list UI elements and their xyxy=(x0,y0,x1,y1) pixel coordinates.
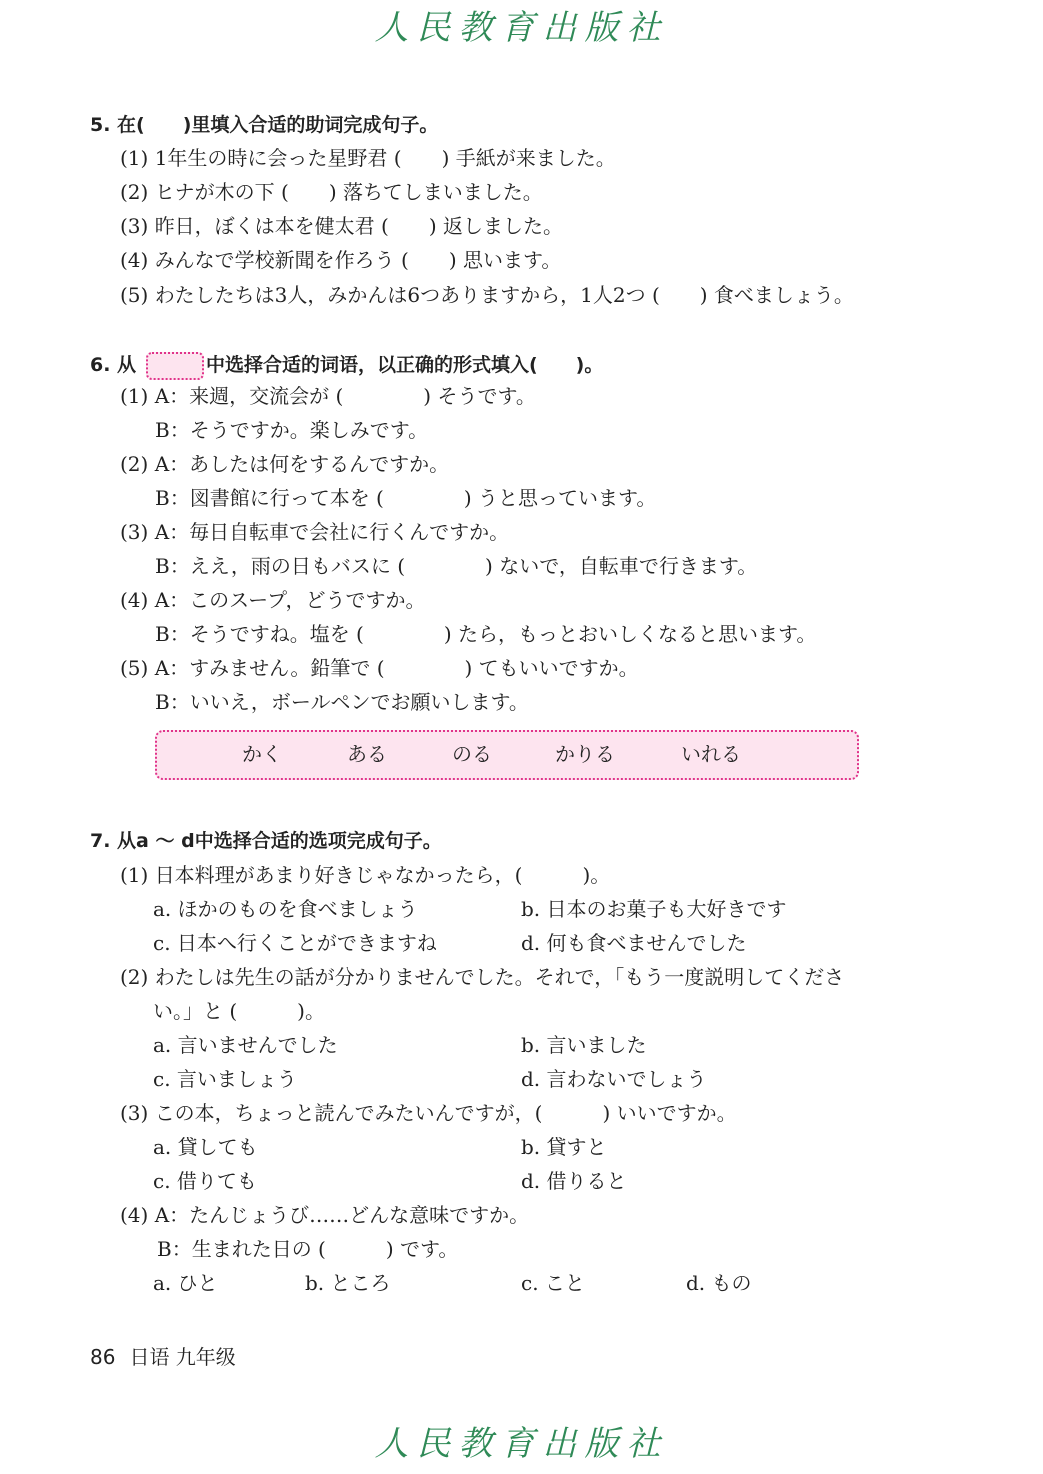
q7-option: b. 貸すと xyxy=(521,1135,607,1159)
q7-option: d. 借りると xyxy=(521,1169,627,1193)
q7-option: b. ところ xyxy=(305,1271,391,1295)
q6-line: (1) A：来週，交流会が ( ) そうです。 xyxy=(120,384,536,408)
choice-box-marker xyxy=(146,352,204,380)
q6-line: (4) A：このスープ，どうですか。 xyxy=(120,588,426,612)
word-choice: ある xyxy=(347,742,387,766)
q5-item: (3) 昨日，ぼくは本を健太君 ( ) 返しました。 xyxy=(120,214,564,238)
q7-option: d. 言わないでしょう xyxy=(521,1067,707,1091)
q6-line: B：図書館に行って本を ( ) うと思っています。 xyxy=(155,486,657,510)
book-title: 日语 九年级 xyxy=(129,1345,236,1369)
q7-line: B：生まれた日の ( ) です。 xyxy=(157,1237,459,1261)
q5-item: (4) みんなで学校新聞を作ろう ( ) 思います。 xyxy=(120,248,562,272)
q7-title: 7. 从a ～ d中选择合适的选项完成句子。 xyxy=(90,830,442,852)
q7-option: c. こと xyxy=(521,1271,585,1295)
word-choice: のる xyxy=(452,742,492,766)
q6-title-prefix: 6. 从 xyxy=(90,354,137,376)
q7-option: d. もの xyxy=(686,1271,752,1295)
q7-option: d. 何も食べませんでした xyxy=(521,931,747,955)
q5-item: (5) わたしたちは3人，みかんは6つありますから，1人2つ ( ) 食べましょう。 xyxy=(120,283,854,307)
q6-title-suffix: 中选择合适的词语，以正确的形式填入( )。 xyxy=(206,354,604,376)
publisher-logo: 人民教育出版社 xyxy=(374,8,669,48)
word-choice: かりる xyxy=(555,742,615,766)
page-footer xyxy=(90,1344,236,1370)
word-choices-box xyxy=(155,730,859,780)
q6-line: (5) A：すみません。鉛筆で ( ) てもいいですか。 xyxy=(120,656,639,680)
publisher-logo: 人民教育出版社 xyxy=(374,1424,669,1464)
q6-line: (3) A：毎日自転車で会社に行くんですか。 xyxy=(120,520,510,544)
q7-option: c. 借りても xyxy=(153,1169,257,1193)
q7-line: (3) この本，ちょっと読んでみたいんですが，( ) いいですか。 xyxy=(120,1101,737,1125)
q6-line: (2) A：あしたは何をするんですか。 xyxy=(120,452,450,476)
page-number: 86 xyxy=(90,1345,116,1369)
q7-line: (4) A：たんじょうび……どんな意味ですか。 xyxy=(120,1203,530,1227)
q7-option: a. ほかのものを食べましょう xyxy=(153,897,418,921)
q7-option: c. 言いましょう xyxy=(153,1067,297,1091)
q7-line: (2) わたしは先生の話が分かりませんでした。それで，「もう一度説明してくださ xyxy=(120,965,845,989)
q7-line: い。」と ( )。 xyxy=(153,999,325,1023)
q5-title: 5. 在( )里填入合适的助词完成句子。 xyxy=(90,114,439,136)
q7-option: a. ひと xyxy=(153,1271,218,1295)
q7-option: a. 言いませんでした xyxy=(153,1033,338,1057)
q6-line: B：そうですか。楽しみです。 xyxy=(155,418,429,442)
q7-line: (1) 日本料理があまり好きじゃなかったら，( )。 xyxy=(120,863,611,887)
q6-line: B：いいえ，ボールペンでお願いします。 xyxy=(155,690,529,714)
q7-option: b. 言いました xyxy=(521,1033,647,1057)
q7-option: c. 日本へ行くことができますね xyxy=(153,931,437,955)
q6-line: B：そうですね。塩を ( ) たら，もっとおいしくなると思います。 xyxy=(155,622,817,646)
q5-item: (1) 1年生の時に会った星野君 ( ) 手紙が来ました。 xyxy=(120,146,616,170)
q7-option: b. 日本のお菓子も大好きです xyxy=(521,897,787,921)
q7-option: a. 貸しても xyxy=(153,1135,258,1159)
q5-item: (2) ヒナが木の下 ( ) 落ちてしまいました。 xyxy=(120,180,543,204)
word-choice: いれる xyxy=(681,742,741,766)
word-choice: かく xyxy=(242,742,282,766)
q6-line: B：ええ，雨の日もバスに ( ) ないで，自転車で行きます。 xyxy=(155,554,758,578)
